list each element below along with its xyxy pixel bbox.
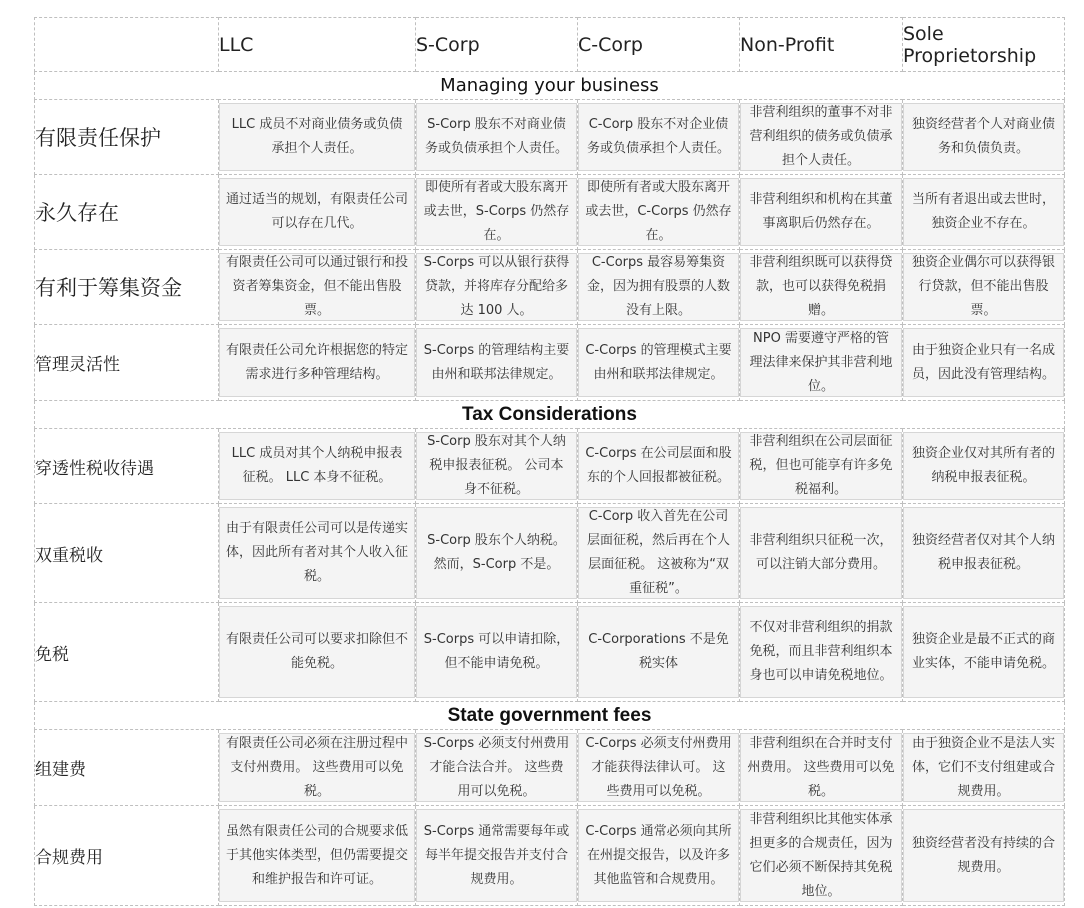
table-cell [903,806,1065,906]
table-cell [416,603,578,702]
row-label: 管理灵活性 [35,325,219,401]
cell-box [578,432,739,500]
table-cell [416,429,578,504]
table-cell [740,325,903,401]
row-label: 有利于筹集资金 [35,250,219,325]
cell-box [903,733,1064,802]
table-cell [219,325,416,401]
table-cell [219,100,416,175]
cell-box [578,507,739,599]
table-cell [578,603,740,702]
cell-text: 虽然有限责任公司的合规要求低于其他实体类型，但仍需要提交和维护报告和许可证。 [226,823,409,887]
table-cell [416,730,578,806]
cell-text: NPO 需要遵守严格的管理法律来保护其非营利地位。 [749,330,893,394]
cell-box [903,103,1064,171]
table-row [35,504,1065,603]
table-cell [903,603,1065,702]
row-label: 组建费 [35,730,219,806]
section-title: Managing your business [35,72,1065,100]
table-cell [740,175,903,250]
row-label: 免税 [35,603,219,702]
row-label: 合规费用 [35,806,219,906]
table-cell [740,806,903,906]
table-cell [903,730,1065,806]
cell-box [219,253,415,321]
cell-box [903,606,1064,698]
header-row [35,18,1065,72]
cell-box [416,253,577,321]
table-row [35,806,1065,906]
column-header-sole-proprietorship: Sole Proprietorship [903,18,1065,72]
cell-box [903,253,1064,321]
cell-box [219,733,415,802]
cell-box [903,178,1064,246]
cell-text: S-Corps 可以从银行获得贷款，并将库存分配给多达 100 人。 [423,255,570,318]
cell-text: 当所有者退出或去世时，独资企业不存在。 [911,192,1055,231]
cell-box [903,432,1064,500]
cell-text: C-Corps 在公司层面和股东的个人回报都被征税。 [585,446,732,485]
column-header-non-profit: Non-Profit [740,18,903,72]
table-cell [740,250,903,325]
cell-text: S-Corps 的管理结构主要由州和联邦法律规定。 [423,342,570,382]
cell-text: 即使所有者或大股东离开或去世，C-Corps 仍然存在。 [585,180,732,243]
section-header-row [35,702,1065,730]
cell-text: S-Corps 可以申请扣除，但不能申请免税。 [423,632,570,671]
cell-text: 有限责任公司允许根据您的特定需求进行多种管理结构。 [226,342,409,382]
table-cell [903,504,1065,603]
cell-text: 非营利组织和机构在其董事离职后仍然存在。 [749,192,893,231]
cell-text: 非营利组织在合并时支付州费用。 这些费用可以免税。 [747,735,895,799]
cell-box [740,178,902,246]
cell-box [578,178,739,246]
cell-box [416,507,577,599]
table-cell [219,730,416,806]
cell-box [416,103,577,171]
table-cell [740,504,903,603]
table-row [35,175,1065,250]
cell-text: S-Corps 必须支付州费用才能合法合并。 这些费用可以免税。 [423,735,570,799]
table-cell [903,175,1065,250]
cell-box [740,809,902,902]
section-header-row [35,401,1065,429]
cell-text: 独资经营者个人对商业债务和负债负责。 [911,117,1055,156]
table-cell [416,806,578,906]
table-cell [578,429,740,504]
cell-text: S-Corps 通常需要每年或每半年提交报告并支付合规费用。 [423,823,570,887]
table-cell [219,806,416,906]
table-cell [578,100,740,175]
section-title: State government fees [35,702,1065,730]
table-cell [578,175,740,250]
cell-text: 有限责任公司可以通过银行和投资者筹集资金，但不能出售股票。 [226,255,409,318]
cell-box [740,733,902,802]
cell-text: 独资企业仅对其所有者的纳税申报表征税。 [911,446,1055,485]
column-header-c-corp: C-Corp [578,18,740,72]
cell-box [578,253,739,321]
cell-text: 有限责任公司必须在注册过程中支付州费用。 这些费用可以免税。 [226,735,409,799]
cell-text: S-Corp 股东对其个人纳税申报表征税。 公司本身不征税。 [427,434,566,497]
cell-text: 由于独资企业不是法人实体，它们不支付组建或合规费用。 [911,735,1055,799]
cell-text: 由于有限责任公司可以是传递实体，因此所有者对其个人收入征税。 [226,521,409,584]
table-cell [740,100,903,175]
cell-box [740,432,902,500]
table-cell [740,730,903,806]
cell-text: 即使所有者或大股东离开或去世，S-Corps 仍然存在。 [423,180,570,243]
cell-box [219,809,415,902]
section-title: Tax Considerations [35,401,1065,429]
table-cell [219,504,416,603]
cell-text: 独资企业偶尔可以获得银行贷款，但不能出售股票。 [911,255,1055,318]
cell-text: 非营利组织既可以获得贷款，也可以获得免税捐赠。 [749,255,893,318]
cell-box [578,328,739,397]
table-cell [416,100,578,175]
cell-box [219,328,415,397]
cell-box [219,178,415,246]
table-row [35,429,1065,504]
cell-box [740,103,902,171]
table-cell [903,250,1065,325]
cell-text: LLC 成员对其个人纳税申报表征税。 LLC 本身不征税。 [231,446,403,485]
cell-text: C-Corps 通常必须向其所在州提交报告，以及许多其他监管和合规费用。 [585,823,732,887]
cell-box [416,809,577,902]
cell-text: 独资企业是最不正式的商业实体，不能申请免税。 [911,632,1055,671]
cell-box [578,733,739,802]
cell-text: 有限责任公司可以要求扣除但不能免税。 [226,632,409,671]
cell-box [416,178,577,246]
cell-text: 非营利组织比其他实体承担更多的合规责任，因为它们必须不断保持其免税地位。 [749,811,893,899]
cell-box [578,809,739,902]
cell-box [219,432,415,500]
cell-text: 非营利组织的董事不对非营利组织的债务或负债承担个人责任。 [749,105,893,168]
cell-box [416,432,577,500]
cell-box [578,103,739,171]
cell-box [416,606,577,698]
cell-text: S-Corp 股东不对商业债务或负债承担个人责任。 [424,117,568,156]
cell-text: C-Corp 收入首先在公司层面征税，然后再在个人层面征税。 这被称为“双重征税”。 [586,509,730,596]
table-cell [219,603,416,702]
cell-box [219,507,415,599]
table-row [35,603,1065,702]
table-row [35,325,1065,401]
table-row [35,100,1065,175]
column-header-llc: LLC [219,18,416,72]
table-cell [416,325,578,401]
cell-text: S-Corp 股东个人纳税。 然而，S-Corp 不是。 [427,533,566,572]
row-label: 穿透性税收待遇 [35,429,219,504]
table-cell [578,806,740,906]
table-cell [740,603,903,702]
cell-text: C-Corps 必须支付州费用才能获得法律认可。 这些费用可以免税。 [585,735,732,799]
cell-box [219,606,415,698]
table-cell [740,429,903,504]
cell-text: 非营利组织在公司层面征税，但也可能享有许多免税福利。 [749,434,893,497]
table-row [35,730,1065,806]
cell-box [740,507,902,599]
table-cell [903,100,1065,175]
cell-box [416,733,577,802]
row-label: 双重税收 [35,504,219,603]
cell-box [740,253,902,321]
cell-text: 非营利组织只征税一次，可以注销大部分费用。 [749,533,893,572]
table-cell [219,250,416,325]
cell-text: LLC 成员不对商业债务或负债承担个人责任。 [231,117,403,156]
table-cell [416,175,578,250]
cell-box [416,328,577,397]
cell-text: 由于独资企业只有一名成员，因此没有管理结构。 [911,342,1055,382]
table-cell [903,429,1065,504]
row-label: 有限责任保护 [35,100,219,175]
cell-box [903,328,1064,397]
cell-text: 不仅对非营利组织的捐款免税，而且非营利组织本身也可以申请免税地位。 [749,620,893,683]
cell-box [740,328,902,397]
cell-text: 独资经营者仅对其个人纳税申报表征税。 [911,533,1055,572]
table-cell [903,325,1065,401]
cell-text: C-Corporations 不是免税实体 [588,632,729,671]
cell-text: 通过适当的规划，有限责任公司可以存在几代。 [226,192,409,231]
table-cell [578,250,740,325]
table-cell [578,325,740,401]
table-row [35,250,1065,325]
cell-text: C-Corps 最容易筹集资金，因为拥有股票的人数没有上限。 [586,255,730,318]
cell-box [219,103,415,171]
section-header-row [35,72,1065,100]
cell-box [903,809,1064,902]
row-label: 永久存在 [35,175,219,250]
comparison-table [34,17,1065,906]
column-header-s-corp: S-Corp [416,18,578,72]
cell-box [578,606,739,698]
cell-box [740,606,902,698]
cell-text: 独资经营者没有持续的合规费用。 [911,835,1055,875]
table-cell [578,730,740,806]
cell-text: C-Corp 股东不对企业债务或负债承担个人责任。 [586,117,730,156]
cell-text: C-Corps 的管理模式主要由州和联邦法律规定。 [585,342,732,382]
cell-box [903,507,1064,599]
table-cell [578,504,740,603]
table-cell [416,250,578,325]
table-cell [416,504,578,603]
table-cell [219,429,416,504]
header-corner-cell [35,18,219,72]
table-cell [219,175,416,250]
